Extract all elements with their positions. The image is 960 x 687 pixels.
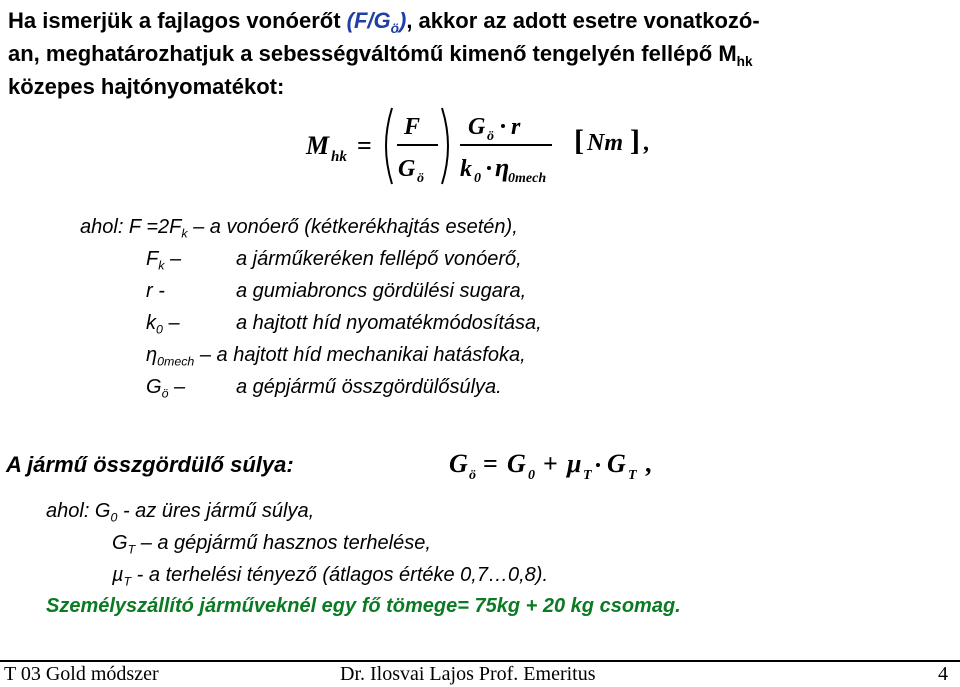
- def-row-wheel-force: $F_k$ –: [146, 248, 182, 273]
- formula-comma: ,: [643, 130, 649, 156]
- formula-G-num: G: [468, 114, 486, 140]
- formula-k: k: [460, 156, 472, 182]
- formula-eta-sub: 0mech: [508, 171, 547, 186]
- footer-author: Dr. Ilosvai Lajos Prof. Emeritus: [340, 663, 596, 685]
- def2-row-G0: ahol: $G_0$ - az üres jármű súlya,: [46, 500, 315, 525]
- f2-GT-sub: T: [628, 468, 637, 483]
- def-desc-wheel-force: a járműkeréken fellépő vonóerő,: [236, 248, 522, 270]
- intro-paragraph: [8, 4, 760, 103]
- passenger-weight-note: Személyszállító járműveknél egy fő tömege= 75kg + 20 kg csomag.: [46, 595, 681, 617]
- def2-row-GT: $G_T$ – a gépjármű hasznos terhelése,: [112, 532, 431, 557]
- intro-line-3: közepes hajtónyomatékot:: [8, 74, 285, 99]
- formula-F: F: [404, 114, 421, 140]
- intro-line-2: an, meghatározhatjuk a sebességváltómű kimenő tengelyén fellépő $M_{hk}$: [8, 41, 753, 69]
- def-row-radius: r -: [146, 280, 165, 302]
- intro-text: , akkor az adott esetre vonatkozó-: [406, 8, 760, 33]
- formula-M-sub: hk: [331, 149, 347, 165]
- formula-unit: Nm: [587, 130, 623, 156]
- def-row-force: ahol: $F =2F_k - a$ vonóerő (kétkerékhajtás esetén),: [80, 216, 518, 241]
- formula-r: r: [511, 114, 521, 140]
- f2-equals: =: [483, 449, 498, 478]
- formula-G: G: [398, 156, 416, 182]
- f2-mu-sub: T: [583, 468, 592, 483]
- def-row-G: $G_ö$ –: [146, 376, 186, 401]
- footer-left: T 03 Gold módszer: [4, 663, 159, 685]
- f2-G: G: [449, 449, 468, 478]
- page-number: 4: [938, 663, 948, 685]
- formula-equals: =: [357, 131, 372, 160]
- weight-formula: [445, 440, 675, 490]
- f2-plus: +: [543, 449, 558, 478]
- formula-G-num-sub: ö: [487, 129, 494, 144]
- def-desc-G: a gépjármű összgördülősúlya.: [236, 376, 502, 398]
- formula-k-sub: 0: [474, 171, 481, 186]
- right-paren: [442, 108, 448, 184]
- force-ratio: $(F/G_ö)$: [346, 8, 407, 36]
- intro-line-1: [8, 4, 760, 37]
- bracket-open: [: [574, 124, 584, 157]
- left-paren: [386, 108, 392, 184]
- def-desc-radius: a gumiabroncs gördülési sugara,: [236, 280, 527, 302]
- intro-text: Ha ismerjük a fajlagos vonóerőt: [8, 8, 347, 33]
- formula-eta: η: [495, 153, 510, 182]
- f2-G0-sub: 0: [528, 468, 535, 483]
- formula-G-sub: ö: [417, 171, 424, 186]
- bracket-close: ]: [630, 124, 640, 157]
- f2-GT: G: [607, 449, 626, 478]
- f2-mu: μ: [567, 449, 582, 478]
- def-desc-k0: a hajtott híd nyomatékmódosítása,: [236, 312, 542, 334]
- formula-M: M: [306, 131, 330, 160]
- dot-2: [487, 166, 491, 170]
- dot-1: [501, 124, 505, 128]
- f2-G-sub: ö: [469, 468, 476, 483]
- def-row-k0: $k_0$ –: [146, 312, 180, 337]
- footer-rule: [0, 660, 960, 662]
- f2-G0: G: [507, 449, 526, 478]
- f2-comma: ,: [645, 449, 652, 478]
- f2-dot: [596, 463, 600, 467]
- section-title-total-weight: A jármű összgördülő súlya:: [6, 452, 294, 477]
- def-row-eta: $\eta_{0mech}$ – a hajtott híd mechanikai hatásfoka,: [146, 344, 526, 369]
- torque-formula: [300, 98, 670, 193]
- def2-row-mu: µ$_T$ - a terhelési tényező (átlagos értéke 0,7…0,8).: [112, 564, 548, 589]
